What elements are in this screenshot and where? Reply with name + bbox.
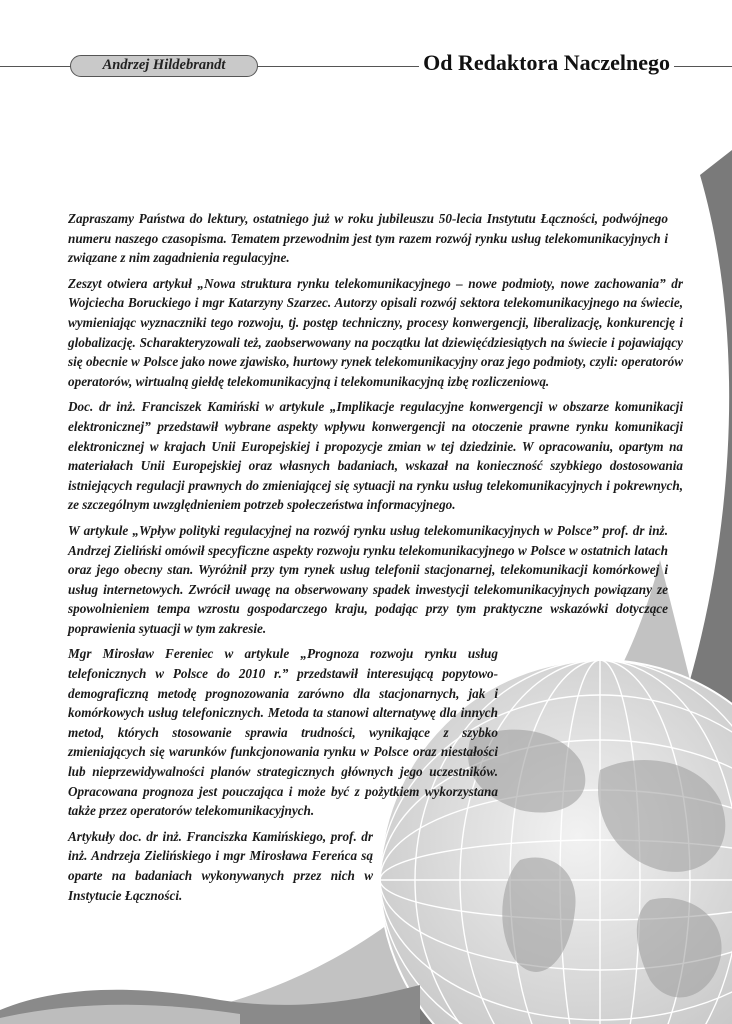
author-label: Andrzej Hildebrandt: [70, 55, 258, 77]
paragraph-borucki: Zeszyt otwiera artykuł „Nowa struktura rynku telekomunikacyjnego – nowe podmioty, nowe zachowania” dr Wojciecha Boruckiego i mgr Katarzyny Szarzec. Autorzy opisali rozwój sektora telekomunikacyjnego na świecie, wymieniając wyznaczniki tego rozwoju, tj. postęp techniczny, procesy konwergencji, liberalizację, konkurencję i globalizację. Scharakteryzowali też, zaobserwowany na początku lat dziewięćdziesiątych na świecie i pojawiający się obecnie w Polsce jako nowe zjawisko, hurtowy rynek telekomunikacyjny oraz jego podmioty, czyli: operatorów operatorów, wirtualną giełdę telekomunikacyjną i telekomunikacyjną izbę rozliczeniową.: [68, 275, 683, 389]
paragraph-fereniec: Mgr Mirosław Fereniec w artykule „Prognoza rozwoju rynku usług telefonicznych w Polsce do 2010 r.” przedstawił interesującą popytowo-demograficzną metodę prognozowania zarówno dla stacjonarnych, jak i komórkowych usług telefonicznych. Metoda ta stanowi alternatywę dla innych metod, których stosowanie sprawia trudności, wynikające z szybko zmieniających się warunków funkcjonowania rynku w Polsce oraz niestałości lub nieprzewidywalności planów strategicznych głównych jego uczestników. Opracowana prognoza jest pouczająca i może być z pożytkiem wykorzystana także przez operatorów telekomunikacyjnych.: [68, 646, 498, 819]
paragraph-closing: Artykuły doc. dr inż. Franciszka Kamińskiego, prof. dr inż. Andrzeja Zielińskiego i mgr Mirosława Fereńca są oparte na badaniach wykonywanych przez nich w Instytucie Łączności.: [68, 828, 373, 903]
editorial-article: [68, 209, 683, 911]
paragraph-intro: Zapraszamy Państwa do lektury, ostatniego już w roku jubileuszu 50-lecia Instytutu Łączności, podwójnego numeru naszego czasopisma. Tematem przewodnim jest tym razem rozwój rynku usług telekomunikacyjnych i związane z nim zagadnienia regulacyjne.: [68, 211, 668, 266]
paragraph-zielinski: W artykule „Wpływ polityki regulacyjnej na rozwój rynku usług telekomunikacyjnych w Polsce” prof. dr inż. Andrzej Zieliński omówił specyficzne aspekty rozwoju rynku telekomunikacyjnego w Polsce w ostatnich latach oraz jego obecny stan. Wyróżnił przy tym rynek usług telefonii stacjonarnej, telekomunikacji komórkowej i usług internetowych. Zwrócił uwagę na obserwowany spadek inwestycji telekomunikacyjnych powiązany ze spowolnieniem tempa wzrostu gospodarczego kraju, podając przy tym praktyczne wskazówki dotyczące poprawienia sytuacji w tym zakresie.: [68, 522, 668, 636]
section-title: Od Redaktora Naczelnego: [419, 50, 674, 76]
paragraph-kaminski: Doc. dr inż. Franciszek Kamiński w artykule „Implikacje regulacyjne konwergencji w obszarze komunikacji elektronicznej” przedstawił wybrane aspekty wpływu konwergencji na otoczenie prawne rynku komunikacji elektronicznej w krajach Unii Europejskiej i propozycje zmian w tej dziedzinie. W opracowaniu, opartym na materiałach Unii Europejskiej oraz własnych badaniach, wskazał na konieczność szybkiego dostosowania istniejących regulacji prawnych do zmieniającej się sytuacji na rynku usług telekomunikacyjnych i pokrewnych, ze szczególnym uwzględnieniem potrzeb społeczeństwa informacyjnego.: [68, 399, 683, 513]
